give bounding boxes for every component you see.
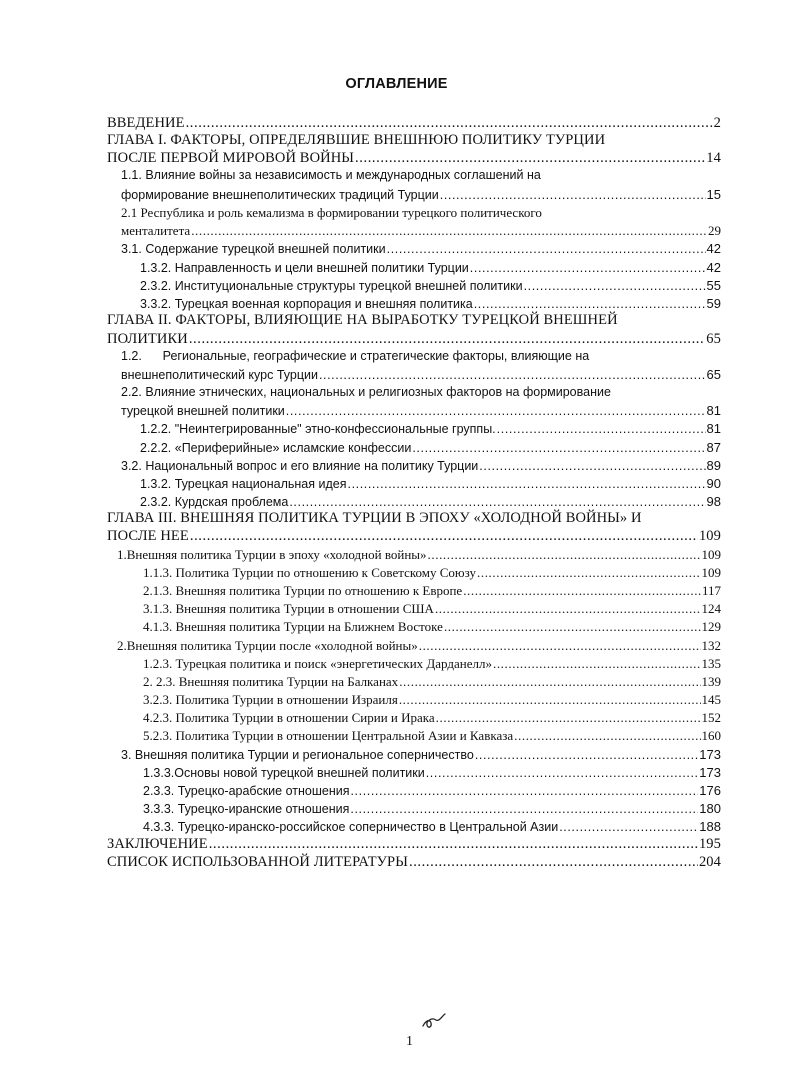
- toc-entry-page: 109: [701, 547, 721, 562]
- leader-dots: [191, 223, 707, 239]
- toc-entry-page: 152: [701, 710, 721, 725]
- leader-dots: [493, 656, 701, 672]
- toc-entry: [140, 476, 721, 491]
- leader-dots: [350, 802, 698, 816]
- toc-entry: [143, 783, 721, 798]
- toc-entry-title: 3.2.3. Политика Турции в отношении Израиля: [143, 692, 398, 707]
- toc-entry-title-line1: 2.1 Республика и роль кемализма в формировании турецкого политического: [121, 205, 542, 220]
- toc-entry-title: СПИСОК ИСПОЛЬЗОВАННОЙ ЛИТЕРАТУРЫ: [107, 854, 408, 870]
- toc-entry-page: 204: [698, 854, 721, 870]
- toc-entry: [121, 367, 721, 382]
- toc-entry-title: ПОСЛЕ ПЕРВОЙ МИРОВОЙ ВОЙНЫ: [107, 150, 355, 166]
- toc-entry-title: 1.2.3. Турецкая политика и поиск «энергетических Дарданелл»: [143, 656, 492, 671]
- toc-entry-title-line1: ГЛАВА III. ВНЕШНЯЯ ПОЛИТИКА ТУРЦИИ В ЭПОХУ «ХОЛОДНОЙ ВОЙНЫ» И: [107, 510, 642, 526]
- toc-entry-title: 4.2.3. Политика Турции в отношении Сирии и Ирака: [143, 710, 435, 725]
- toc-entry: [140, 260, 721, 275]
- toc-entry-page: 109: [698, 528, 721, 544]
- toc-entry-page: 42: [706, 260, 721, 275]
- page-number: 1: [406, 1034, 413, 1049]
- toc-entry-title: ПОЛИТИКИ: [107, 331, 188, 347]
- toc-entry-page: 173: [699, 747, 721, 762]
- leader-dots: [186, 115, 713, 132]
- toc-entry: [143, 710, 721, 726]
- leader-dots: [387, 242, 706, 256]
- toc-entry-title: ЗАКЛЮЧЕНИЕ: [107, 836, 208, 852]
- leader-dots: [189, 331, 705, 348]
- leader-dots: [470, 261, 706, 275]
- toc-entry-title: 1.3.2. Турецкая национальная идея: [140, 477, 347, 491]
- leader-dots: [479, 459, 705, 473]
- toc-entry-title: 4.3.3. Турецко-иранско-российское соперничество в Центральной Азии: [143, 820, 559, 834]
- toc-entry-title: 2.3.2. Институциональные структуры турецкой внешней политики: [140, 279, 523, 293]
- toc-entry-page: 109: [701, 565, 721, 580]
- toc-entry-page: 29: [708, 223, 721, 238]
- toc-entry-page: 15: [706, 187, 721, 202]
- toc-entry-page: 160: [701, 728, 721, 743]
- toc-entry-title: 2.3.3. Турецко-арабские отношения: [143, 784, 350, 798]
- toc-entry: [121, 223, 721, 239]
- toc-entry-title: 2.3.2. Курдская проблема: [140, 495, 289, 509]
- leader-dots: [209, 836, 698, 853]
- toc-entry-title: внешнеполитический курс Турции: [121, 368, 318, 382]
- toc-entry-title: ПОСЛЕ НЕЕ: [107, 528, 189, 544]
- toc-entry-page: 90: [706, 476, 721, 491]
- toc-entry: [117, 638, 721, 654]
- toc-entry-title: 1.Внешняя политика Турции в эпоху «холодной войны»: [117, 547, 427, 562]
- leader-dots: [286, 404, 706, 418]
- toc-entry-title: ВВЕДЕНИЕ: [107, 115, 185, 131]
- leader-dots: [514, 728, 700, 744]
- leader-dots: [428, 547, 701, 563]
- toc-entry-title: 2.2.2. «Периферийные» исламские конфессии: [140, 441, 412, 455]
- toc-entry-page: 124: [701, 601, 721, 616]
- toc-entry-page: 55: [706, 278, 721, 293]
- toc-entry: [143, 765, 721, 780]
- toc-entry: [140, 440, 721, 455]
- toc-entry: [143, 565, 721, 581]
- toc-entry-title: 1.3.3.Основы новой турецкой внешней политики: [143, 766, 425, 780]
- toc-entry-page: 65: [706, 331, 721, 347]
- leader-dots: [475, 748, 698, 762]
- leader-dots: [412, 441, 705, 455]
- leader-dots: [289, 495, 705, 509]
- toc-entry: [143, 692, 721, 708]
- leader-dots: [477, 565, 701, 581]
- toc-entry: [143, 656, 721, 672]
- toc-entry-title: 2. 2.3. Внешняя политика Турции на Балканах: [143, 674, 399, 689]
- toc-entry-title: 4.1.3. Внешняя политика Турции на Ближнем Востоке: [143, 619, 443, 634]
- leader-dots: [444, 619, 701, 635]
- leader-dots: [190, 528, 698, 545]
- toc-entry: [143, 801, 721, 816]
- leader-dots: [350, 784, 698, 798]
- toc-entry-page: 180: [699, 801, 721, 816]
- leader-dots: [355, 150, 705, 167]
- toc-entry-title: 3.3.2. Турецкая военная корпорация и внешняя политика: [140, 297, 473, 311]
- toc-entry-page: 81: [706, 421, 721, 436]
- toc-entry: [121, 747, 721, 762]
- toc-entry: [121, 187, 721, 202]
- toc-entry-page: 129: [701, 619, 721, 634]
- toc-entry-title: турецкой внешней политики: [121, 404, 285, 418]
- toc-entry-page: 145: [701, 692, 721, 707]
- toc-entry-title: 1.1.3. Политика Турции по отношению к Советскому Союзу: [143, 565, 476, 580]
- toc-entry-page: 135: [701, 656, 721, 671]
- toc-entry-page: 89: [706, 458, 721, 473]
- toc-entry-page: 173: [699, 765, 721, 780]
- toc-entry-page: 14: [706, 150, 721, 166]
- leader-dots: [399, 692, 701, 708]
- toc-entry-page: 87: [706, 440, 721, 455]
- page-title: ОГЛАВЛЕНИЕ: [345, 76, 448, 92]
- toc-entry: [140, 296, 721, 311]
- toc-entry-page: 65: [706, 367, 721, 382]
- toc-entry: [140, 494, 721, 509]
- toc-entry-title-line1: 1.1. Влияние войны за независимость и международных соглашений на: [121, 168, 541, 182]
- toc-entry-page: 132: [701, 638, 721, 653]
- toc-entry: [121, 458, 721, 473]
- leader-dots: [435, 601, 701, 617]
- toc-entry-title: 3.1.3. Внешняя политика Турции в отношении США: [143, 601, 434, 616]
- toc-entry: [107, 836, 721, 853]
- toc-entry: [107, 150, 721, 167]
- toc-entry: [140, 421, 721, 436]
- leader-dots: [319, 368, 706, 382]
- toc-entry-page: 117: [701, 583, 721, 598]
- leader-dots: [474, 297, 706, 311]
- toc-entry-title: 1.2.2. "Неинтегрированные" этно-конфессиональные группы.: [140, 422, 496, 436]
- toc-entry-title: менталитета: [121, 223, 191, 238]
- toc-entry-title: 3.3.3. Турецко-иранские отношения: [143, 802, 350, 816]
- toc-entry-page: 188: [699, 819, 721, 834]
- leader-dots: [440, 188, 706, 202]
- toc-entry-page: 2: [713, 115, 721, 131]
- toc-entry-title: 3.1. Содержание турецкой внешней политики: [121, 242, 386, 256]
- leader-dots: [463, 583, 701, 599]
- toc-entry-page: 42: [706, 241, 721, 256]
- leader-dots: [559, 820, 698, 834]
- toc-entry-page: 81: [706, 403, 721, 418]
- toc-entry-title: 5.2.3. Политика Турции в отношении Центральной Азии и Кавказа: [143, 728, 514, 743]
- leader-dots: [348, 477, 706, 491]
- toc-entry-title-line1: [121, 349, 589, 363]
- handwritten-mark: [420, 1010, 448, 1034]
- toc-entry: [143, 728, 721, 744]
- leader-dots: [419, 638, 701, 654]
- toc-entry: [107, 331, 721, 348]
- toc-entry: [107, 115, 721, 132]
- toc-entry-title: 3. Внешняя политика Турции и региональное соперничество: [121, 748, 474, 762]
- toc-entry: [143, 619, 721, 635]
- toc-entry-title-line1: 2.2. Влияние этнических, национальных и религиозных факторов на формирование: [121, 385, 611, 399]
- leader-dots: [399, 674, 700, 690]
- toc-entry-title-line1: ГЛАВА I. ФАКТОРЫ, ОПРЕДЕЛЯВШИЕ ВНЕШНЮЮ ПОЛИТИКУ ТУРЦИИ: [107, 132, 606, 148]
- toc-entry-title-line1-text: 1.2. Региональные, географические и стратегические факторы, влияющие на: [121, 349, 590, 363]
- leader-dots: [497, 422, 706, 436]
- toc-entry: [107, 854, 721, 871]
- toc-entry-page: 176: [699, 783, 721, 798]
- toc-entry: [140, 278, 721, 293]
- toc-entry: [117, 547, 721, 563]
- toc-entry-title: 3.2. Национальный вопрос и его влияние на политику Турции: [121, 459, 479, 473]
- toc-entry: [121, 403, 721, 418]
- toc-entry: [121, 241, 721, 256]
- toc-entry: [143, 583, 721, 599]
- toc-entry-page: 195: [698, 836, 721, 852]
- leader-dots: [436, 710, 701, 726]
- toc-entry-title: формирование внешнеполитических традиций Турции: [121, 188, 439, 202]
- toc-entry-page: 59: [706, 296, 721, 311]
- toc-entry-title-line1: ГЛАВА II. ФАКТОРЫ, ВЛИЯЮЩИЕ НА ВЫРАБОТКУ ТУРЕЦКОЙ ВНЕШНЕЙ: [107, 312, 618, 328]
- toc-entry: [143, 819, 721, 834]
- leader-dots: [409, 854, 698, 871]
- toc-entry-title: 1.3.2. Направленность и цели внешней политики Турции: [140, 261, 469, 275]
- toc-entry-title: 2.1.3. Внешняя политика Турции по отношению к Европе: [143, 583, 463, 598]
- leader-dots: [426, 766, 699, 780]
- toc-entry-title: 2.Внешняя политика Турции после «холодной войны»: [117, 638, 418, 653]
- toc-entry-page: 98: [706, 494, 721, 509]
- toc-entry: [107, 528, 721, 545]
- toc-entry: [143, 601, 721, 617]
- toc-entry-page: 139: [701, 674, 721, 689]
- leader-dots: [524, 279, 706, 293]
- toc-entry: [143, 674, 721, 690]
